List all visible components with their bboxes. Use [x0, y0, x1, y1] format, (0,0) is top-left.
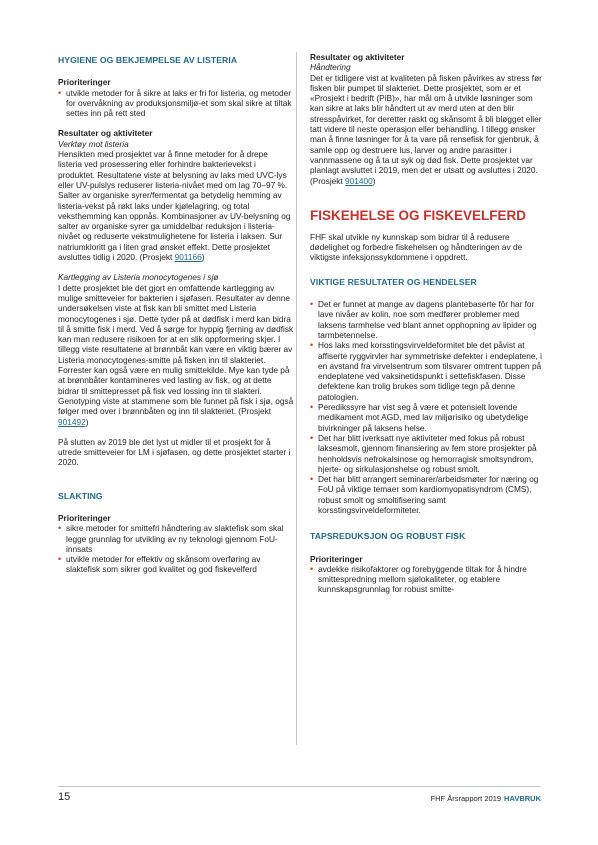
subheading-handling: Håndtering	[310, 62, 351, 73]
paragraph-end: )	[372, 175, 376, 186]
list-item: • sikre metoder for smittefri håndtering av slaktefisk som skal legge grunnlag for utvikling av ny teknologi gjennom FoU-innsats	[58, 523, 294, 554]
paragraph-text: Hensikten med prosjektet var å finne metoder for å drepe listeria ved prosessering eller forhindre bakterievekst i produktet. Resultatene viste at belysning av laks med UVC-lys eller UV-pulslys reduserer listeria-nivået med om lag 70–97 %. Salter av organiske syrer/fermentat ga betydelig hemming av listeria-vekst på røkt laks under kjølelagring, og total veksthemming kan oppnås. Kombinasjoner av UV-belysning og salter av organiske syrer ga umiddelbar reduksjon i listeria-nivået og reduserte vekstmulighetene for listeria i laksen. Sur natriumkloritt ga i liten grad ønsket effekt. Dette prosjektet avsluttes tidlig i 2020. (Prosjekt	[58, 149, 291, 263]
list-item: • Hos laks med korsstingsvirveldeformitet ble det påvist at affiserte ryggvirvler har symmetriske defekter i endeplatene, i en avstand fra virvelsentrum som tilsvarer omtrent tuppen på endeplatene ved vaksinetidspunkt i settefiskfasen. Disse defektene kan trolig brukes som tidlige tegn på denne patologien.	[310, 340, 546, 402]
list-item: • avdekke risikofaktorer og forebyggende tiltak for å hindre smittespredning mellom sjølokaliteter, og etablere kunnskapsgrunnlag for robust smitte-	[310, 564, 546, 595]
section-title-key-results: VIKTIGE RESULTATER OG HENDELSER	[310, 276, 477, 287]
paragraph-text: I dette prosjektet ble det gjort en omfattende kartlegging av mulige smitteveier for bakterien i sjøfasen. Resultater av denne undersøkelsen viste at fisk kan bli smittet med Listeria monocytogenes i sjø. Dette tyder på at dødfisk i merd kan bidra til å smitte fisk i merd. Ved å sørge for hyppig fjerning av dødfisk kan man redusere risikoen for at en slik oppformering skjer. I tillegg viste resultatene at brønnbåt kan være en viktig bærer av Listeria monocytogenes-smitte på fisken inn til slakteriet. Forrester kan også være en mulig smittekilde. Mye kan tyde på at brønnbåter kontamineres ved lasting av fisk, og at dette bidrar til smittepresset på fisk ved lossing inn til slakteri. Genotyping viste at stammene som ble funnet på fisk i sjø, også følger med over i brønnbåten og inn til slakteriet. (Prosjekt	[58, 282, 294, 417]
list-item: • Det har blitt iverksatt nye aktiviteter med fokus på robust laksesmolt, gjennom finansiering av fem store prosjekter på henholdsvis nefrokalsinose og hemorragisk smoltsyndrom, hjerte- og sirkulasjonshelse og robust smolt.	[310, 433, 546, 474]
list-item: • utvikle metoder for å sikre at laks er fri for listeria, og metoder for overvåkning av produksjonsmiljø-et som skal sikre at tiltak settes inn på rett sted	[58, 88, 294, 119]
section-title-slakting: SLAKTING	[58, 490, 103, 501]
subheading-tools-listeria: Verktøy mot listeria	[58, 138, 129, 149]
paragraph-end: )	[201, 252, 205, 263]
footer-report-label	[431, 794, 541, 804]
section-title-loss-reduction: TAPSREDUKSJON OG ROBUST FISK	[310, 531, 466, 542]
project-link-901166[interactable]: 901166	[174, 252, 202, 263]
paragraph-mapping-listeria	[58, 283, 294, 427]
priorities-list	[58, 523, 294, 574]
page-number: 15	[58, 791, 71, 803]
brand-label: HAVBRUK	[504, 794, 541, 803]
list-item: • Det er funnet at mange av dagens plantebaserte fôr har for lave nivåer av kolin, noe som medfører problemer med laksens tarmhelse ved blant annet opphopning av lipider og tarmbetennelse.	[310, 299, 546, 340]
report-title: FHF Årsrapport 2019	[430, 794, 502, 803]
priorities-list	[58, 88, 294, 119]
paragraph-tools-listeria	[58, 149, 294, 262]
paragraph-handling	[310, 73, 546, 186]
paragraph-text: Det er tidligere vist at kvaliteten på fisken påvirkes av stress før fisken blir pumpet til slakteriet. Dette prosjektet, som er et «Prosjekt i bedrift (PiB)», har mål om å utvikle løsninger som kan sikre at laks blir håndtert ut av merd uten at den blir stresspåvirket, for deretter raskt og skånsomt å bli bløgget eller tatt videre til neste operasjon eller behandling. I tillegg ønsker man å finne løsninger for å ta vare på rensefisk for gjenbruk, å samle opp og destruere lus, larver og andre parasitter i vannmassene og å ta ut syk og død fisk. Dette prosjektet var planlagt avsluttet i 2019, men det er utsatt og avsluttes i 2020. (Prosjekt	[310, 72, 542, 186]
priorities-label: Prioriteringer	[58, 512, 111, 523]
paragraph-funding-2019: På slutten av 2019 ble det lyst ut midler til et prosjekt for å utrede smitteveier for LM i sjøfasen, og dette prosjektet starter i 2020.	[58, 436, 291, 468]
results-label: Resultater og aktiviteter	[310, 52, 405, 62]
chapter-title-fish-health: FISKEHELSE OG FISKEVELFERD	[310, 207, 527, 223]
list-item: • utvikle metoder for effektiv og skånsom overføring av slaktefisk som sikrer god kvalitet og god fiskevelferd	[58, 554, 294, 575]
column-divider	[296, 52, 297, 745]
project-link-901492[interactable]: 901492	[58, 416, 86, 427]
right-column	[310, 52, 546, 595]
footer-divider	[58, 786, 541, 787]
results-label: Resultater og aktiviteter	[58, 128, 153, 139]
priorities-label: Prioriteringer	[58, 77, 111, 88]
list-item: • Det har blitt arrangert seminarer/arbeidsmøter for næring og FoU på viktige temaer som kardiomyopatisyndrom (CMS), robust smolt og smoltifisering samt korsstingsvirveldeformiteter.	[310, 474, 546, 515]
left-column	[58, 52, 294, 575]
section-title-listeria: HYGIENE OG BEKJEMPELSE AV LISTERIA	[58, 55, 238, 65]
key-results-list	[310, 299, 546, 515]
paragraph-end: )	[85, 416, 89, 427]
priorities-list	[310, 564, 546, 595]
intro-paragraph: FHF skal utvikle ny kunnskap som bidrar til å redusere dødelighet og forbedre fiskehelsen og håndteringen av de viktigste infeksjonssykdommene i oppdrett.	[310, 231, 523, 263]
subheading-mapping-listeria: Kartlegging av Listeria monocytogenes i sjø	[58, 272, 219, 283]
list-item: • Peredikssyre har vist seg å være et potensielt lovende medikament mot AGD, med lav miljørisiko og ubetydelige bivirkninger på laksens helse.	[310, 402, 546, 433]
project-link-901400[interactable]: 901400	[345, 175, 373, 186]
priorities-label: Prioriteringer	[310, 553, 363, 564]
